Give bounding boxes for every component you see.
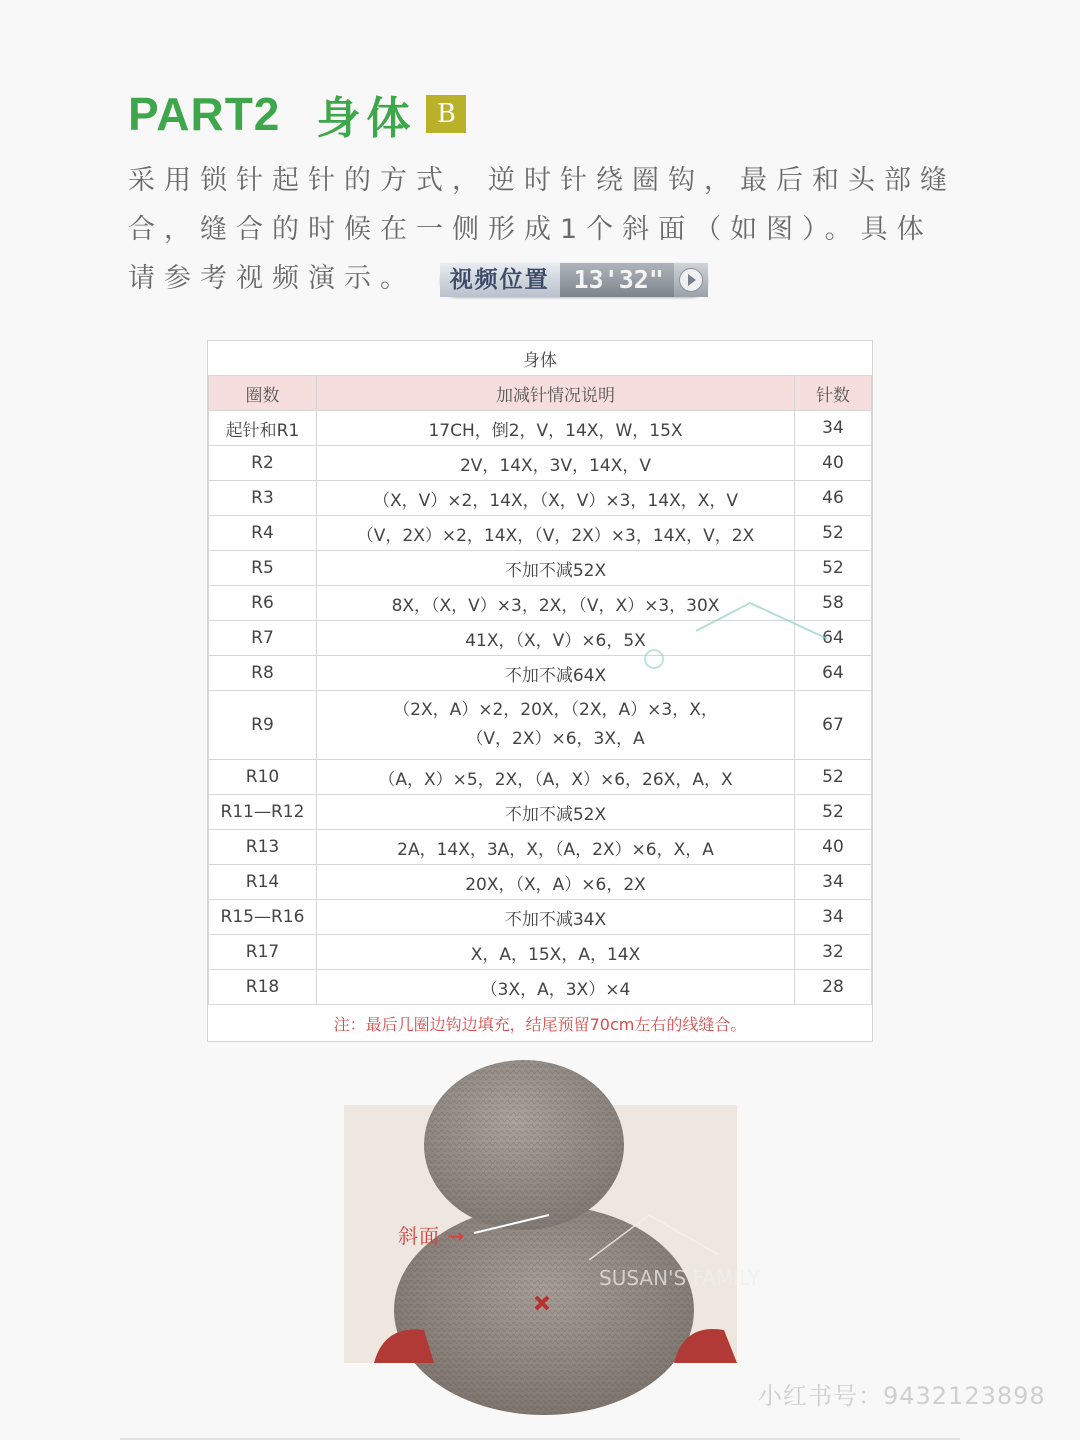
slope-label (398, 1220, 465, 1249)
count-cell: 52 (795, 551, 872, 586)
pattern-table (207, 340, 873, 1042)
table-row (209, 935, 872, 970)
arrow-right-icon: → (447, 1224, 466, 1248)
table-row (209, 900, 872, 935)
table-row (209, 481, 872, 516)
section-header (128, 82, 466, 146)
video-label: 视频位置 (440, 263, 560, 297)
desc-cell: 2V，14X，3V，14X，V (317, 446, 795, 481)
desc-cell: （A，X）×5，2X，（A，X）×6，26X，A，X (317, 760, 795, 795)
desc-cell: （V，2X）×2，14X，（V，2X）×3，14X，V，2X (317, 516, 795, 551)
intro-line: 合，缝合的时候在一侧形成1个斜面（如图）。具体 (128, 214, 933, 245)
desc-cell: （X，V）×2，14X，（X，V）×3，14X，X，V (317, 481, 795, 516)
header-desc: 加减针情况说明 (317, 376, 795, 411)
table-row (209, 621, 872, 656)
round-cell: R5 (209, 551, 317, 586)
desc-cell: 不加不减64X (317, 656, 795, 691)
table-row (209, 970, 872, 1005)
desc-cell: 8X，（X，V）×3，2X，（V，X）×3，30X (317, 586, 795, 621)
count-cell: 64 (795, 621, 872, 656)
desc-cell: X，A，15X，A，14X (317, 935, 795, 970)
footer-watermark: 小红书号：9432123898 (758, 1382, 1046, 1410)
table-row (209, 516, 872, 551)
photo-watermark-text: SUSAN'S FAMILY (599, 1266, 760, 1290)
round-cell: 起针和R1 (209, 411, 317, 446)
table-row (209, 760, 872, 795)
desc-line: （V，2X）×6，3X，A (466, 729, 645, 749)
desc-cell: （3X，A，3X）×4 (317, 970, 795, 1005)
part-title: PART2 (128, 88, 281, 140)
desc-cell: 不加不减52X (317, 795, 795, 830)
slope-label-text: 斜面 (398, 1224, 440, 1248)
table-row (209, 656, 872, 691)
desc-cell: 不加不减52X (317, 551, 795, 586)
table-title: 身体 (209, 341, 872, 376)
round-cell: R7 (209, 621, 317, 656)
part-badge: B (426, 95, 466, 133)
round-cell: R9 (209, 691, 317, 760)
table-row (209, 446, 872, 481)
count-cell: 52 (795, 760, 872, 795)
count-cell: 52 (795, 795, 872, 830)
desc-cell: 41X，（X，V）×6，5X (317, 621, 795, 656)
round-cell: R6 (209, 586, 317, 621)
count-cell: 67 (795, 691, 872, 760)
play-icon[interactable] (674, 263, 708, 297)
table-row (209, 830, 872, 865)
video-position-button[interactable] (440, 263, 708, 297)
count-cell: 52 (795, 516, 872, 551)
desc-cell: 20X，（X，A）×6，2X (317, 865, 795, 900)
desc-cell (317, 691, 795, 760)
round-cell: R4 (209, 516, 317, 551)
table-row (209, 551, 872, 586)
round-cell: R18 (209, 970, 317, 1005)
count-cell: 34 (795, 865, 872, 900)
count-cell: 64 (795, 656, 872, 691)
round-cell: R2 (209, 446, 317, 481)
intro-text (128, 156, 958, 303)
count-cell: 40 (795, 446, 872, 481)
intro-line-text: 请参考视频演示。 (128, 263, 416, 294)
table-note: 注：最后几圈边钩边填充，结尾预留70cm左右的线缝合。 (209, 1005, 872, 1042)
count-cell: 34 (795, 900, 872, 935)
header-count: 针数 (795, 376, 872, 411)
round-cell: R10 (209, 760, 317, 795)
desc-cell: 不加不减34X (317, 900, 795, 935)
table-row (209, 586, 872, 621)
intro-line-3 (128, 254, 958, 303)
table-row (209, 865, 872, 900)
video-time: 13'32" (560, 263, 674, 297)
table-row (209, 411, 872, 446)
header-round: 圈数 (209, 376, 317, 411)
round-cell: R17 (209, 935, 317, 970)
round-cell: R14 (209, 865, 317, 900)
desc-cell: 17CH，倒2，V，14X，W，15X (317, 411, 795, 446)
table-row (209, 795, 872, 830)
count-cell: 46 (795, 481, 872, 516)
count-cell: 28 (795, 970, 872, 1005)
round-cell: R11—R12 (209, 795, 317, 830)
intro-line: 采用锁针起针的方式，逆时针绕圈钩，最后和头部缝 (128, 165, 956, 196)
part-name: 身体 (316, 93, 417, 144)
round-cell: R15—R16 (209, 900, 317, 935)
round-cell: R3 (209, 481, 317, 516)
count-cell: 32 (795, 935, 872, 970)
desc-cell: 2A，14X，3A，X，（A，2X）×6，X，A (317, 830, 795, 865)
count-cell: 34 (795, 411, 872, 446)
count-cell: 40 (795, 830, 872, 865)
count-cell: 58 (795, 586, 872, 621)
round-cell: R8 (209, 656, 317, 691)
table-row (209, 691, 872, 760)
desc-line: （2X，A）×2，20X，（2X，A）×3，X， (393, 700, 718, 720)
round-cell: R13 (209, 830, 317, 865)
